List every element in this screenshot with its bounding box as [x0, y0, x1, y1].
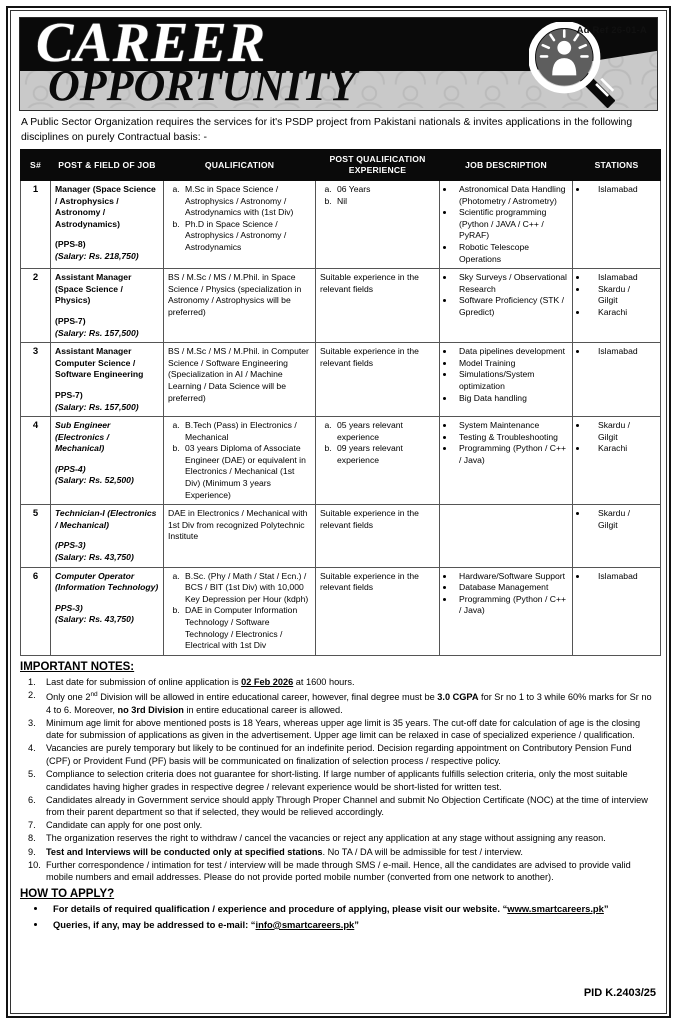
experience-list [320, 420, 435, 466]
job-description-item: • Software Proficiency (STK / Gpredict) [455, 295, 568, 318]
cell-post-field [51, 567, 164, 655]
post-title: Assistant Manager Computer Science / Software Engineering [55, 346, 144, 380]
note-item: Candidates already in Government service should apply Through Proper Channel and submit No Objection Certificate (NOC) at the time of interview from their parent department so that if selected, they would be relieved accordingly. [46, 794, 648, 818]
table-row [21, 417, 661, 505]
experience-list [320, 184, 435, 207]
note-item: Only one 2nd Division will be allowed in entire educational career, however, final degree must be 3.0 CGPA for Sr no 1 to 3 while 60% marks for Sr no 4 to 6. Moreover, no 3rd Division in entire educational career is allowed. [46, 690, 652, 715]
intro-paragraph: A Public Sector Organization requires the services for it's PSDP project from Pakistani nationals & invites applications in the following disciplines on purely Contractual basis: - [21, 117, 633, 143]
qualification-item: a. B.Sc. (Phy / Math / Stat / Ecn.) / BCS / BIT (1st Div) with 10,000 Key Depression per Hour (kdph) [182, 571, 311, 606]
post-salary: (Salary: Rs. 43,750) [55, 552, 134, 563]
th-qualification: QUALIFICATION [164, 150, 316, 181]
post-salary: (Salary: Rs. 157,500) [55, 327, 139, 338]
post-salary: (Salary: Rs. 218,750) [55, 250, 139, 261]
cell-qualification [164, 567, 316, 655]
how-to-apply-heading: HOW TO APPLY? [20, 887, 115, 900]
stations-list [577, 508, 656, 531]
stations-list [577, 184, 656, 196]
table-row [21, 181, 661, 269]
qualification-text: DAE in Electronics / Mechanical with 1st Div from recognized Polytechnic Institute [168, 508, 308, 542]
stations-list [577, 571, 656, 583]
job-description-item: • Robotic Telescope Operations [455, 242, 568, 265]
cell-serial: 4 [21, 417, 51, 505]
th-stations: STATIONS [573, 150, 661, 181]
qualification-item: a. M.Sc in Space Science / Astrophysics / Astronomy / Astrodynamics with (1st Div) [182, 184, 311, 219]
cell-serial: 1 [21, 181, 51, 269]
qualification-text: BS / M.Sc / MS / M.Phil. in Computer Science / Software Engineering (Specialization in AI / Machine Learning / Data Science will be preferred) [168, 346, 309, 403]
job-description-item: • Hardware/Software Support [455, 571, 568, 583]
cell-stations [573, 567, 661, 655]
experience-item: b. 09 years relevant experience [334, 443, 435, 466]
cell-qualification [164, 505, 316, 567]
cell-job-description [440, 567, 573, 655]
table-header-row [21, 150, 661, 181]
post-title: Technician-I (Electronics / Mechanical) [55, 508, 157, 530]
station-item: • Karachi [588, 307, 656, 319]
cell-experience [316, 343, 440, 417]
post-pps-scale: (PPS-3) [55, 540, 86, 551]
post-pps-scale: (PPS-7) [55, 315, 86, 326]
station-item: • Islamabad [588, 184, 656, 196]
post-pps-scale: (PPS-4) [55, 463, 86, 474]
qualification-list [168, 420, 311, 501]
post-title: Computer Operator (Information Technology) [55, 570, 159, 593]
job-description-item: • Astronomical Data Handling (Photometry / Astrometry) [455, 184, 568, 207]
post-pps-scale: PPS-7) [55, 389, 83, 400]
career-banner [19, 17, 658, 111]
cell-experience [316, 181, 440, 269]
cell-stations [573, 417, 661, 505]
post-title: Assistant Manager (Space Science / Physics) [55, 272, 132, 306]
th-job-description: JOB DESCRIPTION [440, 150, 573, 181]
cell-stations [573, 343, 661, 417]
cell-experience [316, 269, 440, 343]
cell-job-description [440, 417, 573, 505]
station-item: • Skardu / Gilgit [588, 284, 656, 307]
cell-qualification [164, 343, 316, 417]
stations-list [577, 346, 656, 358]
post-pps-scale: (PPS-8) [55, 239, 86, 250]
job-description-item: • Model Training [455, 358, 568, 370]
qualification-text: BS / M.Sc / MS / M.Phil. in Space Science / Physics (specialization in Astronomy / Astrophysics will be preferred) [168, 272, 302, 317]
table-row [21, 343, 661, 417]
qualification-item: b. Ph.D in Space Science / Astrophysics / Astronomy / Astrodynamics [182, 219, 311, 254]
experience-item: a. 05 years relevant experience [334, 420, 435, 443]
cell-job-description [440, 181, 573, 269]
cell-serial: 2 [21, 269, 51, 343]
note-item: Test and Interviews will be conducted only at specified stations. No TA / DA will be admissible for test / interview. [46, 846, 523, 857]
job-description-item: • Simulations/System optimization [455, 369, 568, 392]
job-description-item: • System Maintenance [455, 420, 568, 432]
note-item: Vacancies are purely temporary but likely to be continued for an indefinite period. Decision regarding appointment on Contributory Pension Fund (CPF) or Provident Fund (PF) basis will be communicated on finalization of selection process / respective policy. [46, 743, 632, 766]
qualification-list [168, 184, 311, 254]
experience-text: Suitable experience in the relevant fields [320, 272, 419, 294]
job-description-item: • Sky Surveys / Observational Research [455, 272, 568, 295]
job-description-item: • Scientific programming (Python / JAVA / C++ / PyRAF) [455, 207, 568, 242]
qualification-list [168, 571, 311, 652]
post-title: Sub Engineer (Electronics / Mechanical) [55, 420, 111, 454]
table-row [21, 505, 661, 567]
job-description-list [444, 346, 568, 404]
qualification-item: a. B.Tech (Pass) in Electronics / Mechanical [182, 420, 311, 443]
apply-item[interactable]: • Queries, if any, may be addressed to e-mail: “info@smartcareers.pk” [47, 918, 656, 932]
job-description-item: • Testing & Troubleshooting [455, 432, 568, 444]
post-title: Manager (Space Science / Astrophysics / Astronomy / Astrodynamics) [55, 184, 156, 229]
note-item: Further correspondence / intimation for test / interview will be made through SMS / e-mail. Hence, all the candidates are advised to provide valid mobile numbers and email addresses. Please do not provide ported mobile number (converted from one network to another). [46, 859, 631, 883]
table-row [21, 269, 661, 343]
job-description-item: • Programming (Python / C++ / Java) [455, 594, 568, 617]
jobs-table [20, 149, 661, 656]
qualification-item: b. 03 years Diploma of Associate Engineer (DAE) or equivalent in Electronics / Mechanical (1st Div) (Minimum 3 years Experience) [182, 443, 311, 501]
post-salary: (Salary: Rs. 43,750) [55, 614, 134, 625]
cell-job-description [440, 343, 573, 417]
cell-serial: 5 [21, 505, 51, 567]
station-item: • Islamabad [588, 346, 656, 358]
experience-text: Suitable experience in the relevant fields [320, 570, 419, 593]
cell-qualification [164, 417, 316, 505]
cell-experience [316, 417, 440, 505]
job-description-item: • Big Data handling [455, 393, 568, 405]
station-item: • Skardu / Gilgit [588, 508, 656, 531]
banner-title-career: CAREER [36, 17, 267, 74]
cell-serial: 3 [21, 343, 51, 417]
cell-experience [316, 505, 440, 567]
cell-qualification [164, 269, 316, 343]
ad-reference-number: Ad Ref 26-01-A [576, 25, 647, 36]
outer-border [6, 6, 671, 1018]
important-notes-heading: IMPORTANT NOTES: [20, 660, 135, 673]
apply-item[interactable]: • For details of required qualification / experience and procedure of applying, please visit our website. “www.smartcareers.pk” [47, 902, 656, 916]
stations-list [577, 420, 656, 455]
job-description-item: • Programming (Python / C++ / Java) [455, 443, 568, 466]
qualification-item: b. DAE in Computer Information Technology / Software Technology / Electronics / Electrical with 1st Div [182, 605, 311, 651]
cell-stations [573, 181, 661, 269]
note-item: Last date for submission of online application is 02 Feb 2026 at 1600 hours. [46, 676, 355, 687]
post-pps-scale: PPS-3) [55, 602, 83, 613]
stations-list [577, 272, 656, 318]
cell-post-field [51, 181, 164, 269]
cell-job-description [440, 505, 573, 567]
job-description-item: • Database Management [455, 582, 568, 594]
job-description-item: • Data pipelines development [455, 346, 568, 358]
station-item: • Karachi [588, 443, 656, 455]
banner-title-opportunity: OPPORTUNITY [48, 61, 356, 110]
table-row [21, 567, 661, 655]
th-experience: POST QUALIFICATION EXPERIENCE [316, 150, 440, 181]
cell-stations [573, 505, 661, 567]
post-salary: (Salary: Rs. 52,500) [55, 475, 134, 486]
experience-text: Suitable experience in the relevant fields [320, 508, 419, 530]
inner-border [10, 10, 667, 1014]
job-description-list [444, 272, 568, 318]
cell-post-field [51, 505, 164, 567]
cell-post-field [51, 269, 164, 343]
note-item: The organization reserves the right to withdraw / cancel the vacancies or reject any application at any stage without assigning any reason. [46, 833, 606, 844]
cell-post-field [51, 343, 164, 417]
experience-item: a. 06 Years [334, 184, 435, 196]
pid-number: PID K.2403/25 [583, 987, 656, 999]
station-item: • Islamabad [588, 571, 656, 583]
cell-qualification [164, 181, 316, 269]
cell-post-field [51, 417, 164, 505]
note-item: Compliance to selection criteria does not guarantee for short-listing. If large number of applicants fulfills selection criteria, only the most suitable candidates having higher grades in respective degree / relevant experience would be short-listed for written test. [46, 769, 628, 792]
job-description-list [444, 420, 568, 466]
station-item: • Skardu / Gilgit [588, 420, 656, 443]
experience-text: Suitable experience in the relevant fields [320, 346, 419, 368]
th-post: POST & FIELD OF JOB [51, 150, 164, 181]
cell-job-description [440, 269, 573, 343]
station-item: • Islamabad [588, 272, 656, 284]
job-description-list [444, 571, 568, 617]
note-item: Candidate can apply for one post only. [46, 820, 203, 831]
cell-experience [316, 567, 440, 655]
job-description-list [444, 184, 568, 265]
note-item: Minimum age limit for above mentioned posts is 18 Years, whereas upper age limit is 35 years. The cut-off date for calculation of age is the closing date for submission of applications as given in the advertisement. Upper age limit can be relaxed in case of specialized experience / qualification. [46, 717, 641, 741]
post-salary: (Salary: Rs. 157,500) [55, 401, 139, 412]
how-to-apply-list [47, 902, 656, 932]
important-notes-list [20, 676, 656, 884]
th-serial: S# [21, 150, 51, 181]
experience-item: b. Nil [334, 196, 435, 208]
cell-serial: 6 [21, 567, 51, 655]
cell-stations [573, 269, 661, 343]
